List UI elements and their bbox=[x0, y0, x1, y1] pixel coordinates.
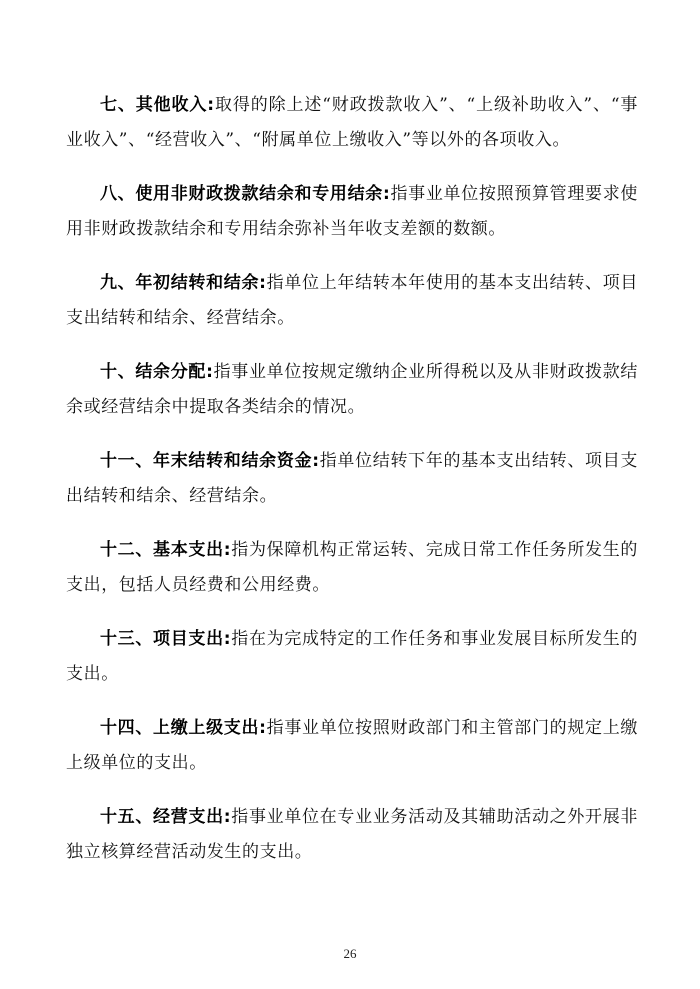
page-number: 26 bbox=[343, 946, 357, 961]
definition-text: 指为保障机构正常运转、完成日常工作任务所发生的支出，包括人员经费和公用经费。 bbox=[66, 540, 638, 595]
definition-term: 十四、上缴上级支出: bbox=[100, 718, 267, 738]
definition-term: 七、其他收入: bbox=[100, 95, 215, 115]
definition-text: 指事业单位按照预算管理要求使用非财政拨款结余和专用结余弥补当年收支差额的数额。 bbox=[66, 184, 639, 239]
definition-term: 十二、基本支出: bbox=[100, 540, 232, 560]
definition-paragraph bbox=[66, 711, 638, 781]
definition-term: 十三、项目支出: bbox=[100, 629, 232, 649]
definition-term: 十五、经营支出: bbox=[100, 807, 232, 827]
definition-paragraph bbox=[66, 177, 638, 247]
definition-term: 八、使用非财政拨款结余和专用结余: bbox=[100, 184, 391, 204]
definition-paragraph bbox=[66, 355, 638, 425]
definition-term: 九、年初结转和结余: bbox=[100, 273, 267, 293]
definition-paragraph bbox=[66, 622, 638, 692]
definition-text: 指事业单位在专业业务活动及其辅助活动之外开展非独立核算经营活动发生的支出。 bbox=[66, 807, 638, 862]
definition-text: 指在为完成特定的工作任务和事业发展目标所发生的支出。 bbox=[66, 629, 638, 684]
definition-text: 指事业单位按照财政部门和主管部门的规定上缴上级单位的支出。 bbox=[66, 718, 638, 773]
definition-paragraph bbox=[66, 88, 638, 158]
definition-paragraph bbox=[66, 444, 638, 514]
definition-term: 十一、年末结转和结余资金: bbox=[100, 451, 320, 471]
definition-paragraph bbox=[66, 266, 638, 336]
definitions-list bbox=[66, 88, 638, 889]
definition-text: 指事业单位按规定缴纳企业所得税以及从非财政拨款结余或经营结余中提取各类结余的情况。 bbox=[66, 362, 639, 417]
definition-paragraph bbox=[66, 800, 638, 870]
definition-term: 十、结余分配: bbox=[100, 362, 214, 382]
definition-text: 指单位上年结转本年使用的基本支出结转、项目支出结转和结余、经营结余。 bbox=[66, 273, 638, 328]
definition-text: 指单位结转下年的基本支出结转、项目支出结转和结余、经营结余。 bbox=[66, 451, 638, 506]
definition-paragraph bbox=[66, 533, 638, 603]
definition-text: 取得的除上述“财政拨款收入”、“上级补助收入”、“事业收入”、“经营收入”、“附属单位上缴收入”等以外的各项收入。 bbox=[66, 95, 639, 150]
